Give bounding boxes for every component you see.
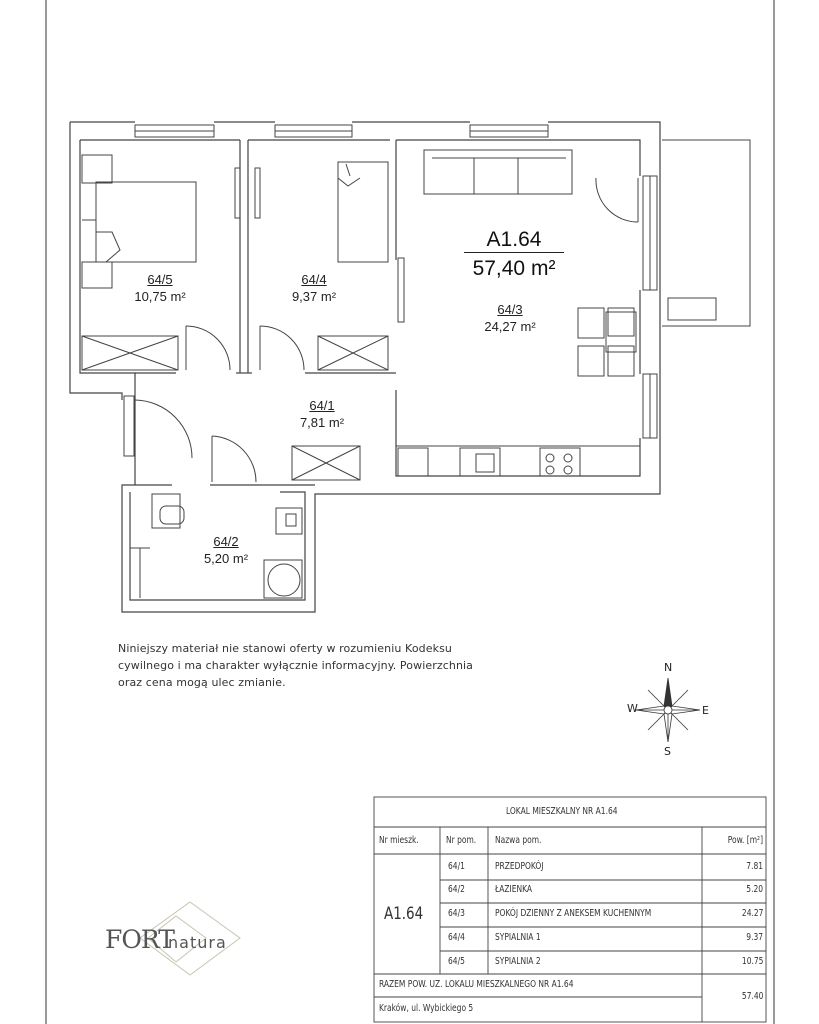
wardrobe-bedroom-1 <box>318 336 388 370</box>
room-area: 7,81 m² <box>299 415 345 430</box>
compass-rose <box>636 678 700 742</box>
row-name: ŁAZIENKA <box>495 884 533 895</box>
room-number: 64/4 <box>301 272 327 287</box>
logo-natura: natura <box>168 933 227 952</box>
double-bed <box>82 155 196 288</box>
kitchen-counter <box>396 446 640 476</box>
row-name: SYPIALNIA 2 <box>495 956 541 967</box>
door-bedroom-1 <box>260 326 304 370</box>
row-area: 7.81 <box>746 861 763 872</box>
room-area: 5,20 m² <box>203 551 249 566</box>
header-unit: Nr mieszk. <box>379 835 419 846</box>
disclaimer <box>118 640 478 691</box>
room-label-64-2 <box>186 534 266 566</box>
row-area: 24.27 <box>741 908 763 919</box>
room-number: 64/5 <box>147 272 173 287</box>
door-balcony <box>596 178 638 222</box>
balcony <box>662 140 750 326</box>
header-room-name: Nazwa pom. <box>495 835 542 846</box>
door-bathroom <box>212 436 256 482</box>
room-area: 9,37 m² <box>291 289 337 304</box>
row-number: 64/3 <box>448 908 465 919</box>
address: Kraków, ul. Wybickiego 5 <box>379 1003 474 1014</box>
room-number: 64/1 <box>309 398 335 413</box>
dining-table <box>578 308 636 376</box>
sofa <box>424 150 572 194</box>
row-number: 64/2 <box>448 884 465 895</box>
compass-north: N <box>664 661 673 674</box>
room-label-64-3 <box>470 302 550 334</box>
row-area: 9.37 <box>746 932 763 943</box>
compass-east: E <box>702 704 709 717</box>
total-label: RAZEM POW. UŻ. LOKALU MIESZKALNEGO NR A1.64 <box>379 979 574 990</box>
entrance-door <box>124 396 192 458</box>
row-number: 64/4 <box>448 932 465 943</box>
single-bed <box>338 162 388 262</box>
room-area: 24,27 m² <box>484 319 536 334</box>
room-label-64-1 <box>282 398 362 430</box>
row-name: PRZEDPOKÓJ <box>495 861 544 872</box>
wardrobe-bedroom-2 <box>82 336 178 370</box>
room-label-64-4 <box>274 272 354 304</box>
room-area: 10,75 m² <box>134 289 186 304</box>
disclaimer-line: oraz cena mogą ulec zmianie. <box>118 676 286 689</box>
hallway-wardrobe <box>292 446 360 480</box>
compass-south: S <box>664 745 671 758</box>
outer-walls <box>70 122 660 612</box>
apartment-area: 57,40 m² <box>472 257 556 280</box>
table-title: LOKAL MIESZKALNY NR A1.64 <box>506 806 618 817</box>
apartment-code: A1.64 <box>464 228 564 253</box>
row-area: 10.75 <box>741 956 763 967</box>
total-value: 57.40 <box>741 991 763 1002</box>
row-number: 64/5 <box>448 956 465 967</box>
header-room-number: Nr pom. <box>446 835 477 846</box>
compass-west: W <box>627 702 638 715</box>
row-area: 5.20 <box>746 884 763 895</box>
header-area: Pow. [m²] <box>727 835 763 846</box>
room-label-64-5 <box>120 272 200 304</box>
row-number: 64/1 <box>448 861 465 872</box>
unit-code: A1.64 <box>384 904 424 924</box>
row-name: SYPIALNIA 1 <box>495 932 541 943</box>
door-bedroom-2 <box>186 326 230 370</box>
logo-fort: FORT <box>105 925 174 954</box>
sheet-frame <box>46 0 774 1024</box>
disclaimer-line: Niniejszy materiał nie stanowi oferty w rozumieniu Kodeksu <box>118 642 452 655</box>
room-number: 64/3 <box>497 302 523 317</box>
disclaimer-line: cywilnego i ma charakter wyłącznie informacyjny. Powierzchnia <box>118 659 474 672</box>
room-number: 64/2 <box>213 534 239 549</box>
row-name: POKÓJ DZIENNY Z ANEKSEM KUCHENNYM <box>495 908 652 919</box>
